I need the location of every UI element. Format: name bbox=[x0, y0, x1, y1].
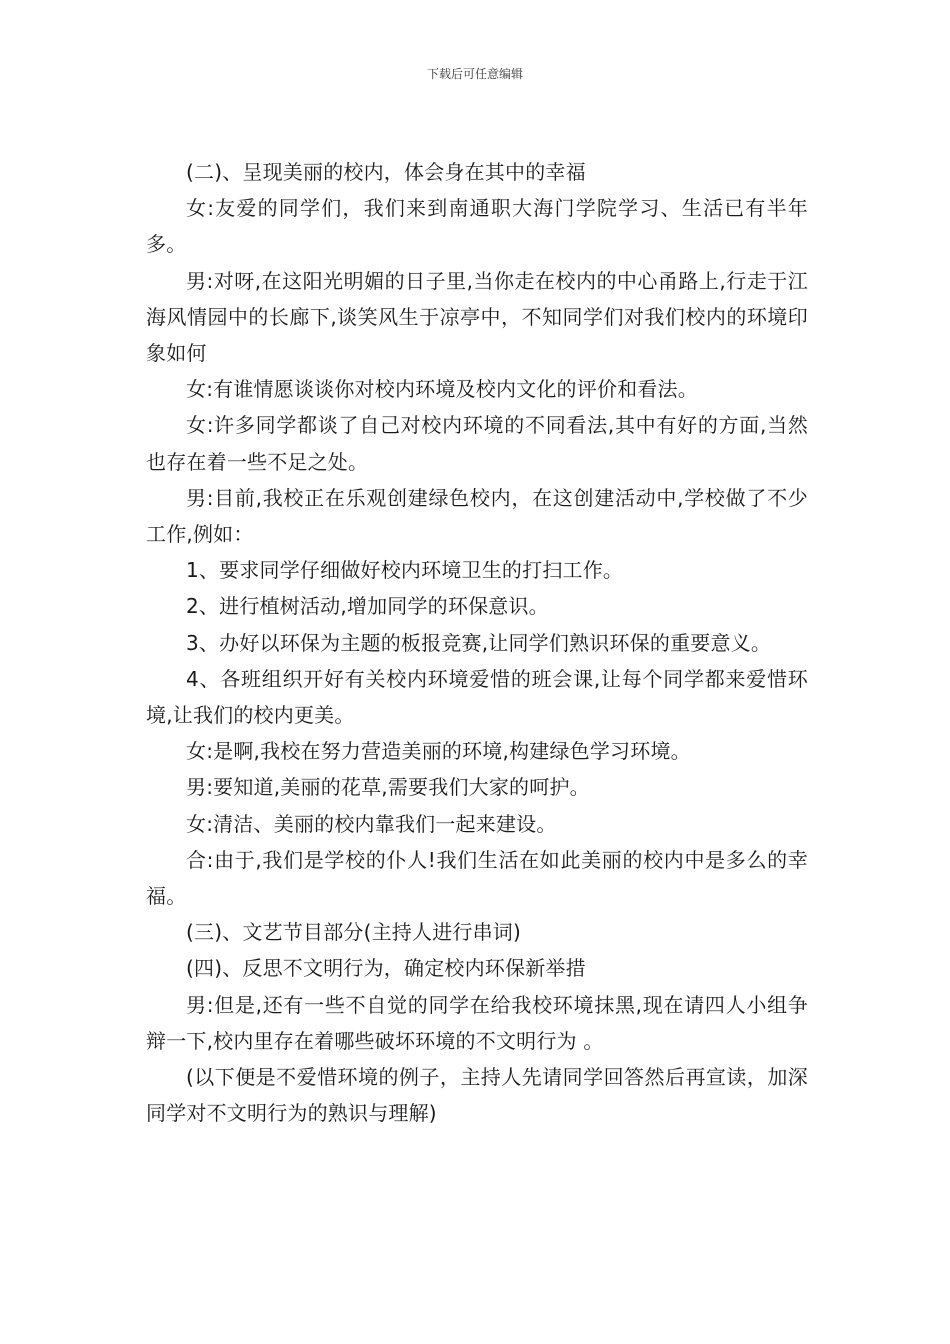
section-heading-four: (四)、反思不文明行为，确定校内环保新举措 bbox=[186, 956, 586, 981]
dialogue-paragraph: 男:目前,我校正在乐观创建绿色校内，在这创建活动中,学校做了不少工作,例如： bbox=[146, 485, 808, 547]
page-header-note: 下载后可任意编辑 bbox=[426, 67, 523, 81]
dialogue-paragraph: 男:但是,还有一些不自觉的同学在给我校环境抹黑,现在请四人小组争辩一下,校内里存在着哪些破坏环境的不文明行为 。 bbox=[146, 992, 808, 1053]
dialogue-paragraph: 女:友爱的同学们，我们来到南通职大海门学院学习、生活已有半年多。 bbox=[146, 196, 808, 257]
dialogue-paragraph: 女:许多同学都谈了自己对校内环境的不同看法,其中有好的方面,当然也存在着一些不足之处。 bbox=[146, 413, 808, 474]
dialogue-paragraph: 男:要知道,美丽的花草,需要我们大家的呵护。 bbox=[186, 775, 590, 800]
note-paragraph: (以下便是不爱惜环境的例子，主持人先请同学回答然后再宣读，加深同学对不文明行为的熟识与理解) bbox=[146, 1065, 808, 1126]
dialogue-paragraph: 合:由于,我们是学校的仆人!我们生活在如此美丽的校内中是多么的幸福。 bbox=[146, 847, 808, 909]
list-item: 3、办好以环保为主题的板报竞赛,让同学们熟识环保的重要意义。 bbox=[186, 630, 772, 655]
section-heading-three: (三)、文艺节目部分(主持人进行串词) bbox=[186, 920, 522, 945]
dialogue-paragraph: 男:对呀,在这阳光明媚的日子里,当你走在校内的中心甬路上,行走于江海风情园中的长廊下,谈笑风生于凉亭中，不知同学们对我们校内的环境印象如何 bbox=[146, 268, 808, 366]
list-item: 4、各班组织开好有关校内环境爱惜的班会课,让每个同学都来爱惜环境,让我们的校内更美。 bbox=[146, 666, 808, 728]
dialogue-paragraph: 女:清洁、美丽的校内靠我们一起来建设。 bbox=[186, 811, 557, 836]
list-item: 2、进行植树活动,增加同学的环保意识。 bbox=[186, 594, 549, 619]
dialogue-paragraph: 女:是啊,我校在努力营造美丽的环境,构建绿色学习环境。 bbox=[186, 739, 691, 764]
section-heading-two: (二)、呈现美丽的校内，体会身在其中的幸福 bbox=[186, 160, 586, 184]
dialogue-paragraph: 女:有谁情愿谈谈你对校内环境及校内文化的评价和看法。 bbox=[186, 377, 698, 402]
list-item: 1、要求同学仔细做好校内环境卫生的打扫工作。 bbox=[186, 558, 624, 583]
document-body bbox=[146, 154, 808, 1131]
